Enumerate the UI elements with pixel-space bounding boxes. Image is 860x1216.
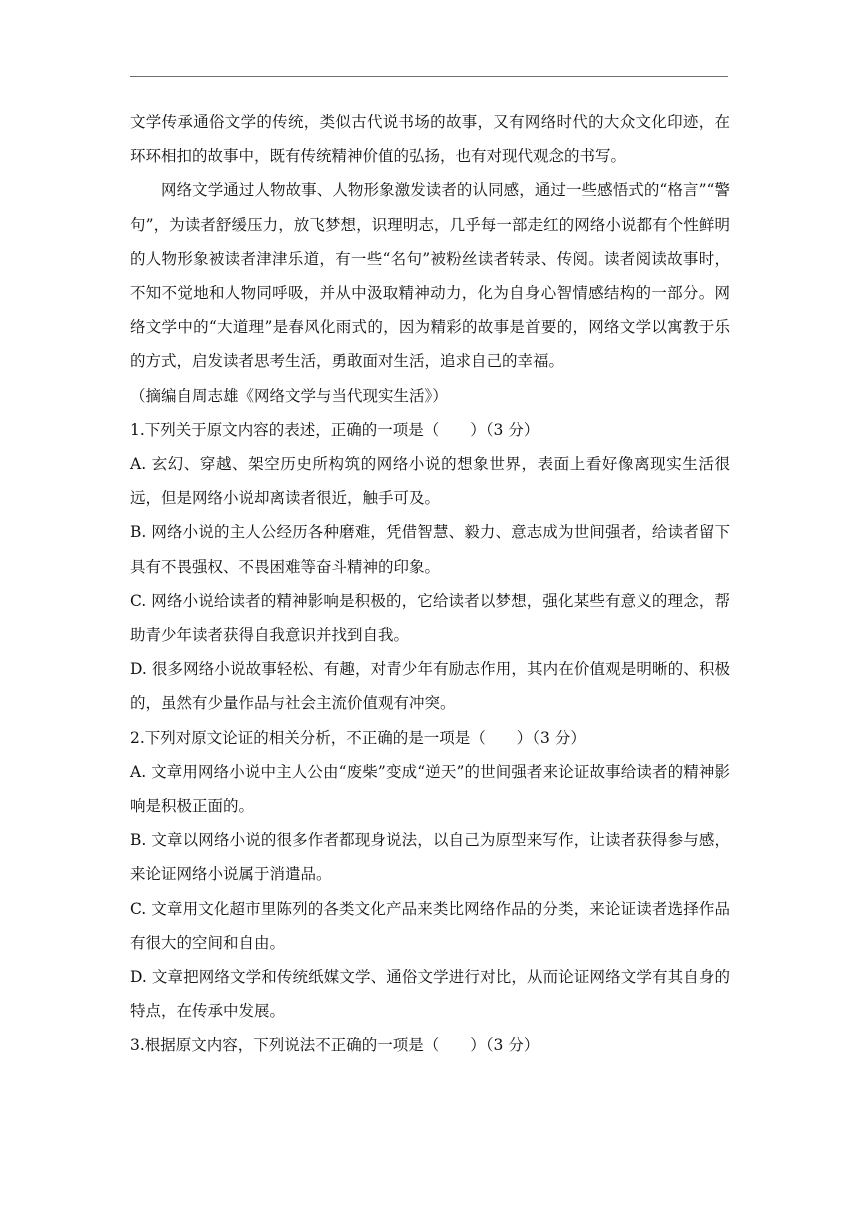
question-1 xyxy=(130,413,730,721)
option-c: C. 网络小说给读者的精神影响是积极的，它给读者以梦想，强化某些有意义的理念，帮助青少年读者获得自我意识并找到自我。 xyxy=(130,591,730,645)
question-stem: 3.根据原文内容，下列说法不正确的一项是（ ）（3 分） xyxy=(130,1036,540,1055)
header-rule xyxy=(130,76,728,77)
option-a: A. 文章用网络小说中主人公由“废柴”变成“逆天”的世间强者来论证故事给读者的精神影响是积极正面的。 xyxy=(130,762,730,816)
paragraph-continued: 文学传承通俗文学的传统，类似古代说书场的故事，又有网络时代的大众文化印迹，在环环相扣的故事中，既有传统精神价值的弘扬，也有对现代观念的书写。 xyxy=(130,113,730,166)
option-a: A. 玄幻、穿越、架空历史所构筑的网络小说的想象世界，表面上看好像离现实生活很远，但是网络小说却离读者很近，触手可及。 xyxy=(130,455,730,508)
option-c: C. 文章用文化超市里陈列的各类文化产品来类比网络作品的分类，来论证读者选择作品有很大的空间和自由。 xyxy=(130,899,730,952)
question-2 xyxy=(130,721,730,1029)
paragraph: 网络文学通过人物故事、人物形象激发读者的认同感，通过一些感悟式的“格言”“警句”，为读者舒缓压力，放飞梦想，识理明志，几乎每一部走红的网络小说都有个性鲜明的人物形象被读者津津乐道，有一些“名句”被粉丝读者转录、传阅。读者阅读故事时，不知不觉地和人物同呼吸，并从中汲取精神动力，化为自身心智情感结构的一部分。网络文学中的“大道理”是春风化雨式的，因为精彩的故事是首要的，网络文学以寓教于乐的方式，启发读者思考生活，勇敢面对生活，追求自己的幸福。 xyxy=(130,181,730,371)
option-b: B. 网络小说的主人公经历各种磨难，凭借智慧、毅力、意志成为世间强者，给读者留下具有不畏强权、不畏困难等奋斗精神的印象。 xyxy=(130,523,730,576)
document-body xyxy=(130,105,730,1063)
question-3 xyxy=(130,1028,730,1062)
question-stem: 1.下列关于原文内容的表述，正确的一项是（ ）（3 分） xyxy=(130,420,540,439)
question-stem: 2.下列对原文论证的相关分析，不正确的是一项是（ ）（3 分） xyxy=(130,728,586,747)
option-d: D. 很多网络小说故事轻松、有趣，对青少年有励志作用，其内在价值观是明晰的、积极的，虽然有少量作品与社会主流价值观有冲突。 xyxy=(130,660,730,713)
option-d: D. 文章把网络文学和传统纸媒文学、通俗文学进行对比，从而论证网络文学有其自身的特点，在传承中发展。 xyxy=(130,968,730,1021)
source-citation: （摘编自周志雄《网络文学与当代现实生活》） xyxy=(130,386,448,405)
option-b: B. 文章以网络小说的很多作者都现身说法，以自己为原型来写作，让读者获得参与感，来论证网络小说属于消遣品。 xyxy=(130,831,730,884)
